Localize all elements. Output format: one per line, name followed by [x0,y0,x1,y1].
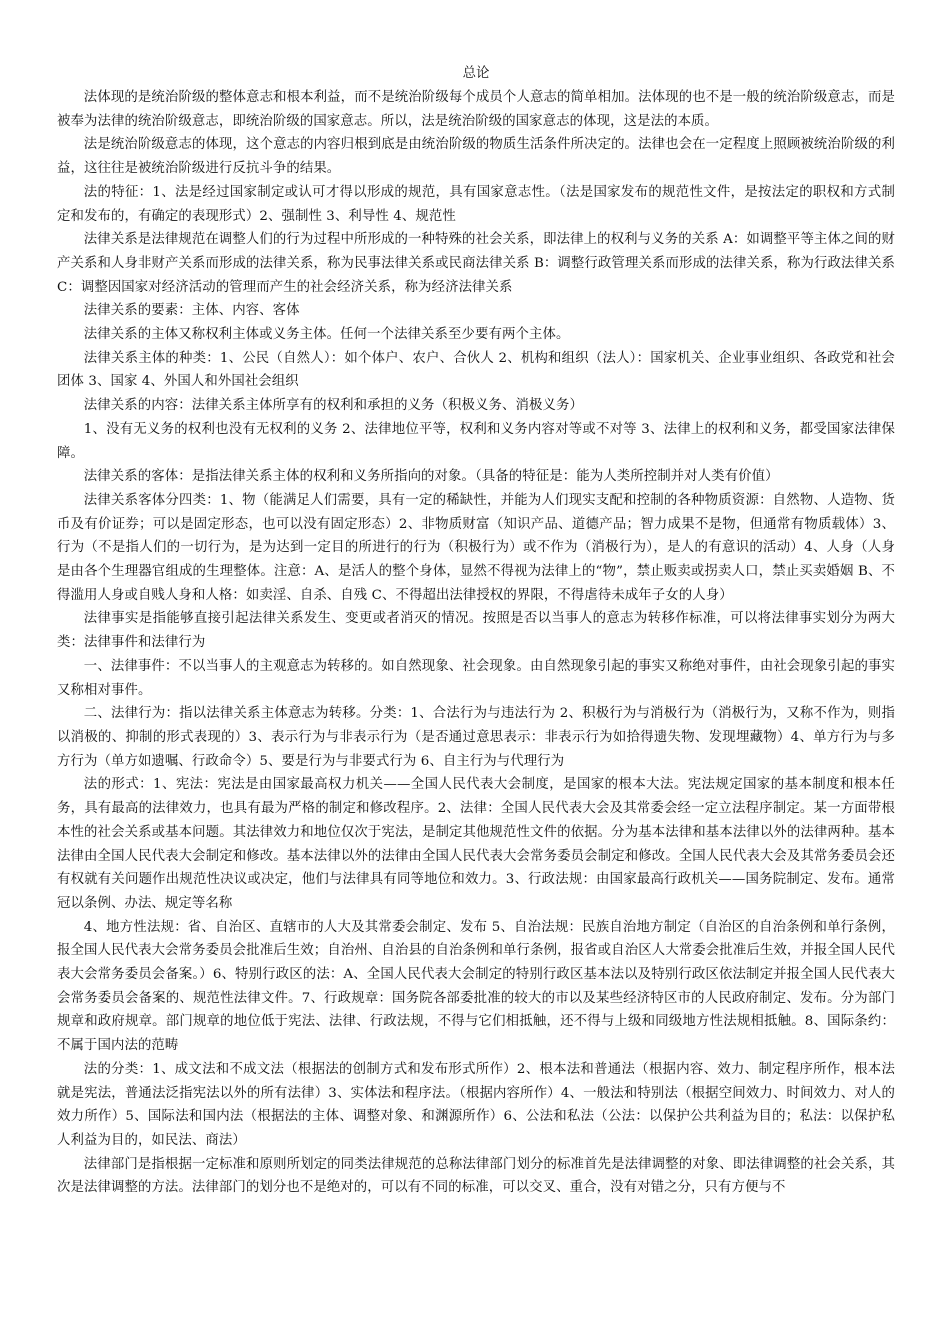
paragraph-law-essence: 法体现的是统治阶级的整体意志和根本利益，而不是统治阶级每个成员个人意志的简单相加。法体现的也不是一般的统治阶级意志，而是被奉为法律的统治阶级意志，即统治阶级的国家意志。所以，法是统治阶级的国家意志的体现，这是法的本质。 [57,90,895,129]
document-page [57,62,895,1200]
paragraph-local-regulations: 4、地方性法规：省、自治区、直辖市的人大及其常委会制定、发布 5、自治法规：民族自治地方制定（自治区的自治条例和单行条例，报全国人民代表大会常务委员会批准后生效；自治州、自治县的自治条例和单行条例，报省或自治区人大常委会批准后生效，并报全国人民代表大会常务委员会备案。）6、特别行政区的法：A、全国人民代表大会制定的特别行政区基本法以及特别行政区依法制定并报全国人民代表大会常务委员会备案的、规范性法律文件。7、行政规章：国务院各部委批准的较大的市以及某些经济特区市的人民政府制定、发布。分为部门规章和政府规章。部门规章的地位低于宪法、法律、行政法规，不得与它们相抵触，还不得与上级和同级地方性法规相抵触。8、国际条约：不属于国内法的范畴 [57,919,895,1054]
paragraph-rights-duties: 1、没有无义务的权利也没有无权利的义务 2、法律地位平等，权利和义务内容对等或不对等 3、法律上的权利和义务，都受国家法律保障。 [57,421,895,461]
paragraph-relation-subject: 法律关系的主体又称权利主体或义务主体。任何一个法律关系至少要有两个主体。 [83,327,570,343]
paragraph-relation-elements: 法律关系的要素：主体、内容、客体 [83,303,300,319]
paragraph-law-will: 法是统治阶级意志的体现，这个意志的内容归根到底是由统治阶级的物质生活条件所决定的。法律也会在一定程度上照顾被统治阶级的利益，这往往是被统治阶级进行反抗斗争的结果。 [57,137,895,177]
paragraph-subject-types: 法律关系主体的种类：1、公民（自然人）：如个体户、农户、合伙人 2、机构和组织（法人）：国家机关、企业事业组织、各政党和社会团体 3、国家 4、外国人和外国社会组织 [57,350,895,390]
paragraph-legal-relation: 法律关系是法律规范在调整人们的行为过程中所形成的一种特殊的社会关系，即法律上的权利与义务的关系 A：如调整平等主体之间的财产关系和人身非财产关系而形成的法律关系，称为民事法律关系或民商法律关系 B：调整行政管理关系而形成的法律关系，称为行政法律关系 C：调整因国家对经济活动的管理而产生的社会经济关系，称为经济法律关系 [57,232,895,295]
paragraph-law-features: 法的特征：1、法是经过国家制定或认可才得以形成的规范，具有国家意志性。（法是国家发布的规范性文件，是按法定的职权和方式制定和发布的，有确定的表现形式）2、强制性 3、利导性 4、规范性 [57,184,895,224]
paragraph-object-types: 法律关系客体分四类：1、物（能满足人们需要，具有一定的稀缺性，并能为人们现实支配和控制的各种物质资源：自然物、人造物、货币及有价证券；可以是固定形态，也可以没有固定形态）2、非物质财富（知识产品、道德产品；智力成果不是物，但通常有物质载体）3、行为（不是指人们的一切行为，是为达到一定目的所进行的行为（积极行为）或不作为（消极行为），是人的有意识的活动）4、人身（人身是由各个生理器官组成的生理整体。注意：A、是活人的整个身体，显然不得视为法律上的“物”，禁止贩卖或拐卖人口，禁止买卖婚姻 B、不得滥用人身或自贱人身和人格：如卖淫、自杀、自残 C、不得超出法律授权的界限，不得虐待未成年子女的人身） [57,492,895,603]
paragraph-law-forms: 法的形式：1、宪法：宪法是由国家最高权力机关——全国人民代表大会制度，是国家的根本大法。宪法规定国家的基本制度和根本任务，具有最高的法律效力，也具有最为严格的制定和修改程序。2、法律：全国人民代表大会及其常委会经一定立法程序制定。某一方面带根本性的社会关系或基本问题。其法律效力和地位仅次于宪法，是制定其他规范性文件的依据。分为基本法律和基本法律以外的法律两种。基本法律由全国人民代表大会制定和修改。基本法律以外的法律由全国人民代表大会常务委员会制定和修改。全国人民代表大会及其常务委员会还有权就有关问题作出规范性决议或决定，他们与法律具有同等地位和效力。3、行政法规：由国家最高行政机关——国务院制定、发布。通常冠以条例、办法、规定等名称 [57,777,895,911]
paragraph-legal-acts: 二、法律行为：指以法律关系主体意志为转移。分类：1、合法行为与违法行为 2、积极行为与消极行为（消极行为，又称不作为，则指以消极的、抑制的形式表现的）3、表示行为与非表示行为（是否通过意思表示：非表示行为如拾得遗失物、发现埋藏物）4、单方行为与多方行为（单方如遗嘱、行政命令）5、要是行为与非要式行为 6、自主行为与代理行为 [57,706,895,769]
document-title: 总论 [462,66,490,81]
paragraph-law-departments: 法律部门是指根据一定标准和原则所划定的同类法律规范的总称法律部门划分的标准首先是法律调整的对象、即法律调整的社会关系，其次是法律调整的方法。法律部门的划分也不是绝对的，可以有不同的标准，可以交叉、重合，没有对错之分，只有方便与不 [57,1156,895,1196]
paragraph-legal-facts: 法律事实是指能够直接引起法律关系发生、变更或者消灭的情况。按照是否以当事人的意志为转移作标准，可以将法律事实划分为两大类：法律事件和法律行为 [57,611,895,651]
paragraph-legal-events: 一、法律事件：不以当事人的主观意志为转移的。如自然现象、社会现象。由自然现象引起的事实又称绝对事件，由社会现象引起的事实又称相对事件。 [57,658,895,698]
paragraph-relation-content: 法律关系的内容：法律关系主体所享有的权利和承担的义务（积极义务、消极义务） [83,398,583,414]
paragraph-law-classification: 法的分类：1、成文法和不成文法（根据法的创制方式和发布形式所作）2、根本法和普通法（根据内容、效力、制定程序所作，根本法就是宪法，普通法泛指宪法以外的所有法律）3、实体法和程序法。（根据内容所作）4、一般法和特别法（根据空间效力、时间效力、对人的效力所作）5、国际法和国内法（根据法的主体、调整对象、和渊源所作）6、公法和私法（公法：以保护公共利益为目的；私法：以保护私人利益为目的，如民法、商法） [57,1061,895,1148]
paragraph-relation-object: 法律关系的客体：是指法律关系主体的权利和义务所指向的对象。（具备的特征是：能为人类所控制并对人类有价值） [83,469,779,485]
